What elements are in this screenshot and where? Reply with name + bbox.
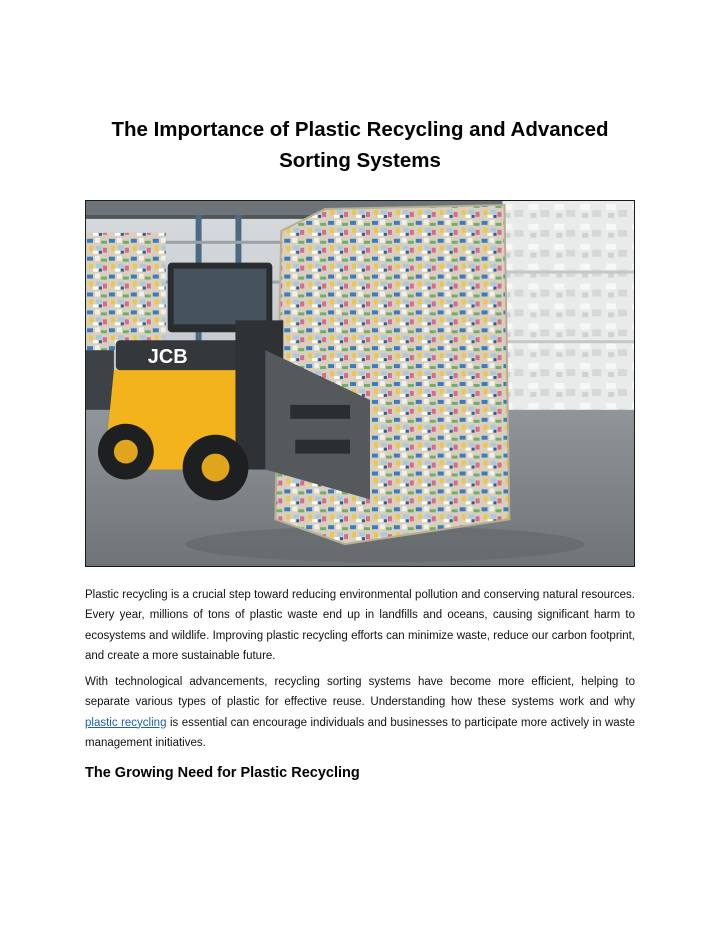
title-line-1: The Importance of Plastic Recycling and Advanced	[111, 118, 609, 141]
technology-paragraph	[85, 672, 635, 753]
page-title	[85, 114, 635, 176]
paragraph-text-end: is essential can encourage individuals and businesses to participate more actively in waste management initiatives.	[85, 716, 635, 749]
plastic-recycling-link[interactable]: plastic recycling	[85, 716, 167, 729]
paragraph-text-start: With technological advancements, recycling sorting systems have become more efficient, helping to separate various types of plastic for effective reuse. Understanding how these systems work and why	[85, 676, 635, 709]
title-line-2: Sorting Systems	[279, 149, 441, 172]
intro-paragraph: Plastic recycling is a crucial step toward reducing environmental pollution and conserving natural resources. Every year, millions of tons of plastic waste end up in landfills and oceans, causing significant harm to ecosystems and wildlife. Improving plastic recycling efforts can minimize waste, reduce our carbon footprint, and create a more sustainable future.	[85, 589, 635, 662]
section-heading: The Growing Need for Plastic Recycling	[85, 765, 360, 781]
forklift-bale-photo	[85, 200, 635, 567]
jcb-logo: JCB	[147, 346, 188, 369]
forklift-bale-illustration	[86, 201, 634, 566]
